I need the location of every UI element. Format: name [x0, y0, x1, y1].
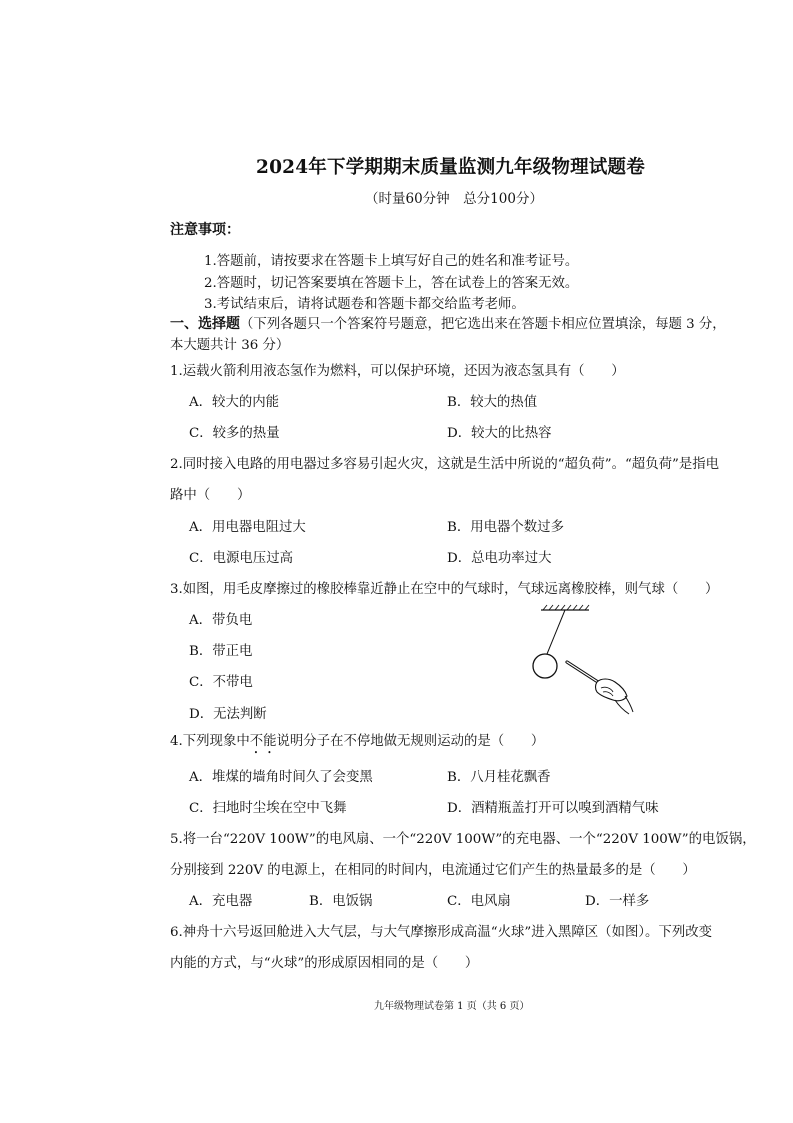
q5-option-a: A．充电器: [189, 894, 253, 909]
q1-stem: 1.运载火箭利用液态氢作为燃料，可以保护环境，还因为液态氢具有（ ）: [170, 364, 625, 379]
notice-heading: 注意事项：: [170, 222, 240, 238]
ceiling: [541, 605, 589, 610]
q3-option-c: C．不带电: [189, 675, 253, 690]
q4-stem-pre: 4.下列现象中: [170, 734, 250, 749]
q4-stem: [170, 730, 544, 757]
q5-option-b: B．电饭锅: [309, 894, 373, 909]
q4-option-d: D．酒精瓶盖打开可以嗅到酒精气味: [447, 801, 659, 816]
q4-option-b: B．八月桂花飘香: [447, 770, 551, 785]
q1-option-d: D．较大的比热容: [447, 426, 552, 441]
q4-stem-post: 说明分子在不停地做无规则运动的是（ ）: [276, 734, 545, 749]
string: [547, 610, 565, 654]
q2-option-c: C．电源电压过高: [189, 551, 293, 566]
balloon-rod-figure: [525, 604, 635, 720]
q4-stem-emphasis: 不能: [249, 734, 277, 749]
notice-item-1: 1.答题前，请按要求在答题卡上填写好自己的姓名和准考证号。: [204, 254, 579, 269]
section1-instruction-2: 本大题共计 36 分）: [170, 338, 290, 353]
section1-title: 一、选择题: [170, 316, 240, 332]
q1-option-c: C．较多的热量: [189, 426, 280, 441]
q5-stem-line1: 5.将一台“220V 100W”的电风扇、一个“220V 100W”的充电器、一个“220V 100W”的电饭锅，: [170, 832, 756, 847]
q3-stem: 3.如图，用毛皮摩擦过的橡胶棒靠近静止在空中的气球时，气球远离橡胶棒，则气球（ ）: [170, 582, 719, 597]
q2-stem-line1: 2.同时接入电路的用电器过多容易引起火灾，这就是生活中所说的“超负荷”。“超负荷”是指电: [170, 457, 719, 472]
q3-option-a: A．带负电: [189, 613, 253, 628]
q5-option-c: C．电风扇: [447, 894, 511, 909]
q1-option-b: B．较大的热值: [447, 395, 538, 410]
hand-icon: [596, 679, 634, 714]
q3-option-d: D．无法判断: [189, 707, 267, 722]
page-footer: 九年级物理试卷第 1 页（共 6 页）: [374, 1001, 530, 1012]
q2-option-b: B．用电器个数过多: [447, 520, 564, 535]
exam-subtitle: （时量60分钟 总分100分）: [365, 191, 543, 207]
q2-option-d: D．总电功率过大: [447, 551, 552, 566]
section1-instruction-1: （下列各题只一个答案符号题意，把它选出来在答题卡相应位置填涂，每题 3 分，: [240, 317, 726, 332]
q6-stem-line2: 内能的方式，与“火球”的形成原因相同的是（ ）: [170, 956, 479, 971]
notice-item-2: 2.答题时，切记答案要填在答题卡上，答在试卷上的答案无效。: [204, 276, 579, 291]
notice-item-3: 3.考试结束后，请将试题卷和答题卡都交给监考老师。: [204, 297, 525, 312]
q4-option-c: C．扫地时尘埃在空中飞舞: [189, 801, 347, 816]
q5-stem-line2: 分别接到 220V 的电源上，在相同的时间内，电流通过它们产生的热量最多的是（ ）: [170, 863, 696, 878]
q2-option-a: A．用电器电阻过大: [189, 520, 306, 535]
q4-option-a: A．堆煤的墙角时间久了会变黑: [189, 770, 373, 785]
q1-option-a: A．较大的内能: [189, 395, 280, 410]
q6-stem-line1: 6.神舟十六号返回舱进入大气层，与大气摩擦形成高温“火球”进入黑障区（如图）。下列改变: [170, 925, 712, 940]
exam-title: 2024年下学期期末质量监测九年级物理试题卷: [256, 157, 645, 178]
q2-stem-line2: 路中（ ）: [170, 488, 251, 503]
q5-option-d: D．一样多: [585, 894, 650, 909]
section1-header: [170, 313, 726, 333]
q3-option-b: B．带正电: [189, 644, 253, 659]
balloon: [533, 654, 557, 678]
